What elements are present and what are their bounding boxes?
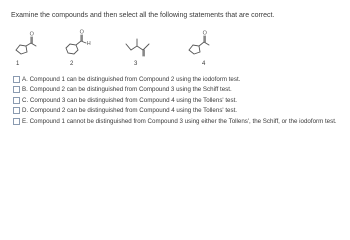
- option-b[interactable]: [13, 85, 348, 96]
- compound-2-structure: [66, 35, 86, 54]
- option-c-checkbox[interactable]: [13, 97, 20, 104]
- option-a[interactable]: [13, 74, 348, 85]
- answer-options: [13, 74, 348, 127]
- compound-2-oxygen-label: O: [79, 29, 84, 36]
- option-a-label: A. Compound 1 can be distinguished from Compound 2 using the iodoform test.: [22, 75, 241, 83]
- option-d-label: D. Compound 2 can be distinguished from Compound 4 using the Tollens' test.: [22, 107, 238, 115]
- option-b-label: B. Compound 2 can be distinguished from Compound 3 using the Schiff test.: [22, 86, 232, 94]
- compound-2-hydrogen-label: H: [86, 41, 91, 47]
- question-prompt: Examine the compounds and then select all the following statements that are correct.: [11, 12, 275, 19]
- option-e-label: E. Compound 1 cannot be distinguished from Compound 3 using either the Tollens', the Schiff, or the iodoform test.: [22, 117, 337, 125]
- compound-number-1: 1: [16, 61, 20, 67]
- compound-4-structure: [189, 36, 209, 54]
- option-d[interactable]: [13, 106, 348, 117]
- option-d-checkbox[interactable]: [13, 107, 20, 114]
- option-b-checkbox[interactable]: [13, 86, 20, 93]
- compound-4-oxygen-label: O: [202, 30, 207, 37]
- option-e-checkbox[interactable]: [13, 118, 20, 125]
- option-e[interactable]: [13, 116, 348, 127]
- compound-number-4: 4: [202, 61, 206, 67]
- compound-3-structure: [126, 39, 149, 56]
- option-a-checkbox[interactable]: [13, 76, 20, 83]
- option-c-label: C. Compound 3 can be distinguished from Compound 4 using the Tollens' test.: [22, 96, 238, 104]
- compound-structures: [8, 24, 328, 70]
- compound-number-3: 3: [134, 61, 138, 67]
- compound-number-2: 2: [70, 61, 74, 67]
- option-c[interactable]: [13, 95, 348, 106]
- compound-1-oxygen-label: O: [29, 31, 34, 38]
- compound-1-structure: [16, 37, 36, 54]
